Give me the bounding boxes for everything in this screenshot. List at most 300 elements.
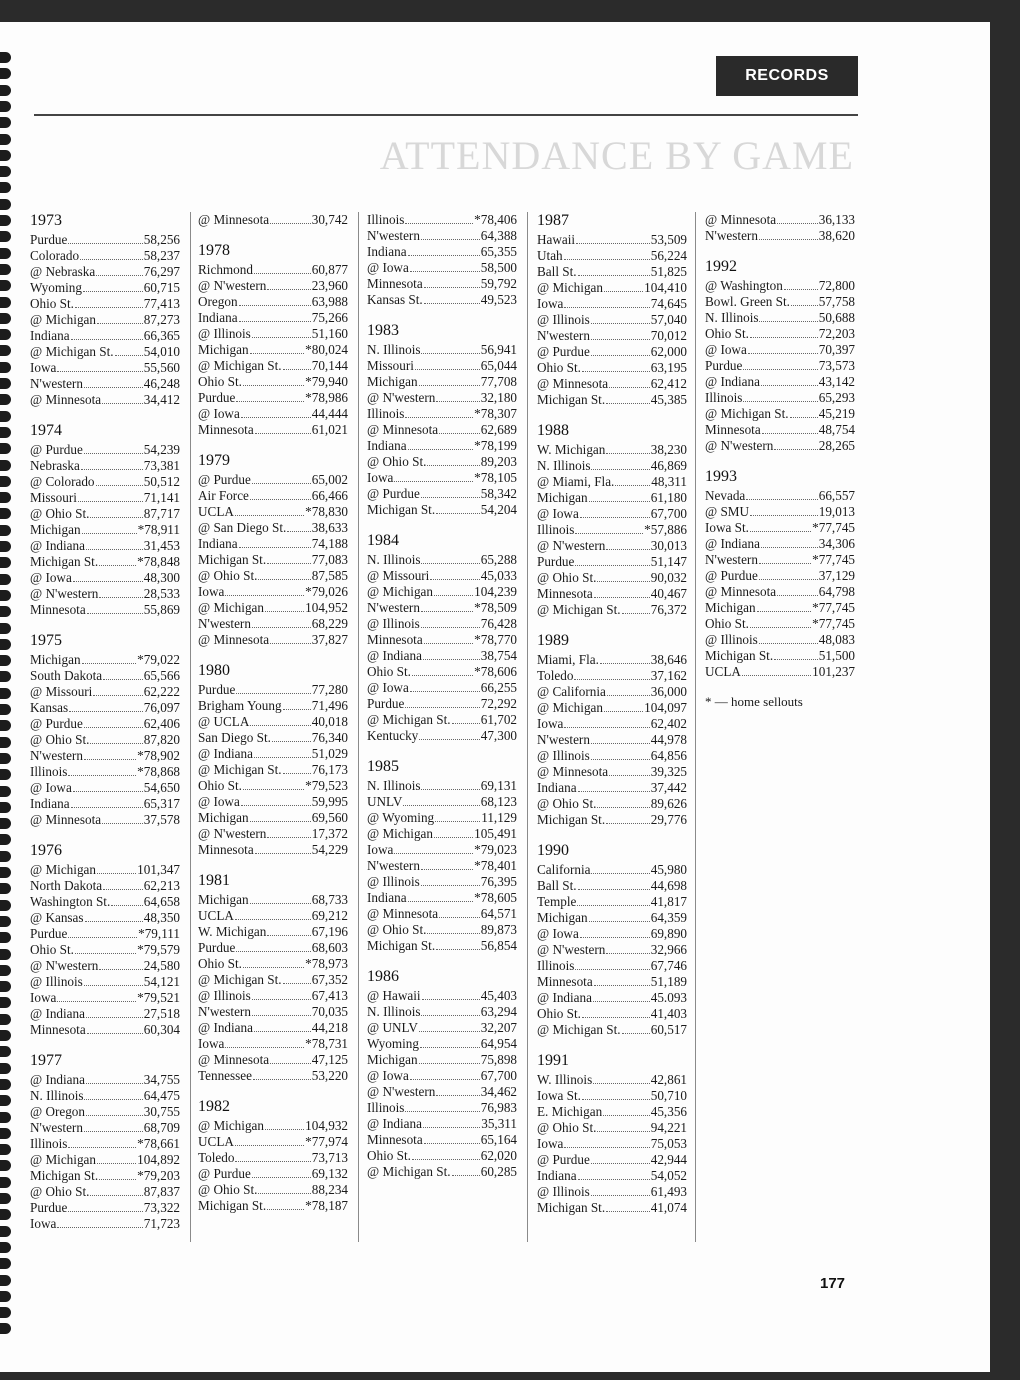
dot-leader	[591, 355, 650, 356]
game-row	[537, 716, 687, 732]
opponent: Minnesota	[30, 1022, 86, 1037]
dot-leader	[578, 275, 650, 276]
attendance-value: 65,355	[480, 244, 517, 259]
attendance-value: 65,288	[480, 552, 517, 567]
opponent: Minnesota	[30, 602, 86, 617]
opponent: Minnesota	[367, 276, 423, 291]
binding-ring	[0, 329, 11, 340]
dot-leader	[405, 417, 473, 418]
game-row	[30, 652, 180, 668]
attendance-value: 58,500	[480, 260, 517, 275]
dot-leader	[748, 353, 818, 354]
game-row	[198, 1052, 348, 1068]
game-row	[198, 1166, 348, 1182]
game-row	[537, 1136, 687, 1152]
game-row	[30, 570, 180, 586]
opponent: @ Indiana	[537, 990, 592, 1005]
attendance-value: 65,317	[143, 796, 180, 811]
attendance-value: 68,229	[311, 616, 348, 631]
game-row	[367, 584, 517, 600]
binding-ring	[0, 639, 11, 650]
opponent: @ Iowa	[367, 680, 409, 695]
attendance-value: *79,521	[137, 990, 180, 1005]
dot-leader	[452, 723, 480, 724]
attendance-value: 73,322	[143, 1200, 180, 1215]
opponent: @ Indiana	[705, 536, 760, 551]
opponent: @ Iowa	[705, 342, 747, 357]
opponent: @ Kansas	[30, 910, 84, 925]
opponent: @ Michigan	[30, 862, 96, 877]
opponent: @ Michigan	[367, 584, 433, 599]
opponent: Purdue	[367, 696, 405, 711]
dot-leader	[93, 695, 142, 696]
dot-leader	[85, 921, 143, 922]
game-row	[537, 1168, 687, 1184]
game-row	[198, 1036, 348, 1052]
attendance-value: 89,873	[480, 922, 517, 937]
opponent: Iowa	[367, 842, 394, 857]
opponent: N'western	[367, 228, 420, 243]
attendance-value: 45,033	[480, 568, 517, 583]
attendance-value: *79,940	[305, 374, 348, 389]
opponent: @ N'western	[537, 538, 606, 553]
column-5	[705, 212, 855, 710]
dot-leader	[254, 1031, 311, 1032]
attendance-value: 56,224	[650, 248, 687, 263]
attendance-value: 55,869	[143, 602, 180, 617]
attendance-value: 68,709	[143, 1120, 180, 1135]
attendance-value: *79,203	[137, 1168, 180, 1183]
dot-leader	[82, 533, 137, 534]
attendance-value: *78,986	[305, 390, 348, 405]
attendance-value: 43,142	[818, 374, 855, 389]
game-row	[30, 376, 180, 392]
game-row	[198, 472, 348, 488]
opponent: Minnesota	[705, 422, 761, 437]
opponent: @ N'western	[30, 586, 99, 601]
binding-ring	[0, 590, 11, 601]
season-year-heading: 1979	[198, 452, 230, 469]
opponent: @ Oregon	[30, 1104, 85, 1119]
game-row	[198, 1118, 348, 1134]
game-row	[198, 326, 348, 342]
opponent: Iowa St.	[705, 520, 749, 535]
attendance-value: 37,129	[818, 568, 855, 583]
attendance-value: 58,237	[143, 248, 180, 263]
opponent: Michigan St.	[367, 502, 436, 517]
attendance-value: 105,491	[474, 826, 517, 841]
attendance-value: 54,204	[480, 502, 517, 517]
attendance-value: 60,877	[311, 262, 348, 277]
game-row	[30, 1006, 180, 1022]
opponent: @ Michigan St.	[367, 712, 451, 727]
opponent: Illinois	[537, 522, 575, 537]
binding-ring	[0, 199, 11, 210]
binding-ring	[0, 981, 11, 992]
attendance-value: *78,731	[305, 1036, 348, 1051]
opponent: @ California	[537, 684, 606, 699]
game-row	[198, 632, 348, 648]
game-row	[367, 826, 517, 842]
binding-ring	[0, 1323, 11, 1334]
game-row	[30, 894, 180, 910]
dot-leader	[90, 517, 142, 518]
opponent: @ Illinois	[198, 988, 251, 1003]
game-row	[30, 458, 180, 474]
game-row	[705, 278, 855, 294]
attendance-value: 64,954	[480, 1036, 517, 1051]
attendance-value: 62,406	[143, 716, 180, 731]
game-row	[30, 1022, 180, 1038]
dot-leader	[236, 951, 310, 952]
dot-leader	[415, 369, 480, 370]
attendance-value: *77,974	[305, 1134, 348, 1149]
opponent: N. Illinois	[705, 310, 759, 325]
opponent: UCLA	[705, 664, 741, 679]
dot-leader	[604, 711, 643, 712]
dot-leader	[622, 613, 650, 614]
opponent: North Dakota	[30, 878, 103, 893]
game-row	[30, 538, 180, 554]
opponent: Nevada	[705, 488, 746, 503]
attendance-value: 61,493	[650, 1184, 687, 1199]
binding-ring	[0, 508, 11, 519]
opponent: @ Nebraska	[30, 264, 96, 279]
opponent: N'western	[367, 858, 420, 873]
game-row	[537, 312, 687, 328]
game-row	[367, 778, 517, 794]
game-row	[537, 570, 687, 586]
game-row	[537, 1152, 687, 1168]
game-row	[30, 232, 180, 248]
game-row	[367, 664, 517, 680]
binding-ring	[0, 786, 11, 797]
opponent: Washington St.	[30, 894, 111, 909]
game-row	[367, 212, 517, 228]
game-row	[537, 974, 687, 990]
opponent: Indiana	[30, 328, 70, 343]
game-row	[367, 858, 517, 874]
attendance-value: *77,745	[812, 616, 855, 631]
opponent: Michigan St.	[198, 552, 267, 567]
game-row	[198, 908, 348, 924]
attendance-value: 47,125	[311, 1052, 348, 1067]
attendance-value: 68,603	[311, 940, 348, 955]
game-row	[537, 376, 687, 392]
opponent: Purdue	[30, 926, 68, 941]
game-row	[537, 668, 687, 684]
dot-leader	[99, 565, 136, 566]
dot-leader	[252, 1015, 311, 1016]
opponent: Illinois	[705, 390, 743, 405]
binding-ring	[0, 248, 11, 259]
dot-leader	[68, 775, 136, 776]
binding-ring	[0, 378, 11, 389]
attendance-value: 36,000	[650, 684, 687, 699]
binding-ring	[0, 1112, 11, 1123]
dot-leader	[243, 967, 304, 968]
game-row	[198, 892, 348, 908]
attendance-value: 48,083	[818, 632, 855, 647]
dot-leader	[421, 239, 480, 240]
attendance-value: 42,944	[650, 1152, 687, 1167]
dot-leader	[419, 739, 479, 740]
attendance-value: 69,212	[311, 908, 348, 923]
game-row	[198, 310, 348, 326]
dot-leader	[424, 287, 480, 288]
attendance-value: 30,013	[650, 538, 687, 553]
attendance-value: 60,304	[143, 1022, 180, 1037]
game-row	[30, 812, 180, 828]
binding-ring	[0, 166, 11, 177]
attendance-value: 62,000	[650, 344, 687, 359]
opponent: W. Illinois	[537, 1072, 593, 1087]
binding-ring	[0, 443, 11, 454]
game-row	[367, 938, 517, 954]
dot-leader	[267, 1209, 304, 1210]
dot-leader	[427, 465, 479, 466]
dot-leader	[75, 307, 143, 308]
season-year-heading: 1983	[367, 322, 399, 339]
dot-leader	[424, 1143, 480, 1144]
opponent: Indiana	[30, 796, 70, 811]
attendance-value: 104,239	[474, 584, 517, 599]
game-row	[198, 552, 348, 568]
dot-leader	[102, 823, 143, 824]
opponent: Michigan	[367, 1052, 418, 1067]
game-row	[198, 972, 348, 988]
binding-ring	[0, 101, 11, 112]
attendance-value: 54,052	[650, 1168, 687, 1183]
opponent: N'western	[198, 616, 251, 631]
dot-leader	[436, 401, 479, 402]
attendance-value: 87,717	[143, 506, 180, 521]
game-row	[367, 794, 517, 810]
game-row	[198, 924, 348, 940]
opponent: Oregon	[198, 294, 238, 309]
attendance-value: 35,311	[481, 1116, 517, 1131]
attendance-value: 60,517	[650, 1022, 687, 1037]
game-row	[367, 292, 517, 308]
attendance-value: 75,898	[480, 1052, 517, 1067]
attendance-value: 23,960	[311, 278, 348, 293]
season-year-heading: 1992	[705, 258, 737, 275]
opponent: Wyoming	[367, 1036, 419, 1051]
opponent: N'western	[30, 748, 83, 763]
opponent: @ Minnesota	[367, 906, 439, 921]
dot-leader	[582, 1017, 650, 1018]
attendance-value: 72,800	[818, 278, 855, 293]
opponent: @ Ohio St.	[367, 454, 427, 469]
dot-leader	[591, 339, 650, 340]
opponent: Missouri	[30, 490, 77, 505]
game-row	[367, 1132, 517, 1148]
opponent: Iowa	[198, 584, 225, 599]
binding-ring	[0, 1291, 11, 1302]
game-row	[367, 680, 517, 696]
dot-leader	[408, 449, 474, 450]
game-row	[367, 486, 517, 502]
binding-ring	[0, 900, 11, 911]
opponent: Michigan St.	[705, 648, 774, 663]
opponent: Ohio St.	[367, 1148, 411, 1163]
opponent: @ Illinois	[705, 632, 758, 647]
binding-ring	[0, 965, 11, 976]
game-row	[30, 586, 180, 602]
opponent: Richmond	[198, 262, 253, 277]
opponent: Hawaii	[537, 232, 576, 247]
dot-leader	[283, 983, 311, 984]
game-row	[367, 616, 517, 632]
binding-ring	[0, 1160, 11, 1171]
attendance-value: 19,013	[818, 504, 855, 519]
attendance-value: 59,792	[480, 276, 517, 291]
binding-ring	[0, 818, 11, 829]
opponent: @ N'western	[198, 278, 267, 293]
dot-leader	[774, 659, 818, 660]
opponent: @ Miami, Fla.	[537, 474, 615, 489]
game-row	[198, 212, 348, 228]
binding-ring	[0, 851, 11, 862]
game-row	[537, 538, 687, 554]
opponent: @ N'western	[367, 390, 436, 405]
opponent: @ Iowa	[367, 260, 409, 275]
opponent: @ Michigan St.	[537, 602, 621, 617]
game-row	[537, 812, 687, 828]
attendance-value: 45,980	[650, 862, 687, 877]
game-row	[198, 422, 348, 438]
opponent: N. Illinois	[367, 552, 421, 567]
attendance-value: 11,129	[481, 810, 517, 825]
opponent: N'western	[30, 1120, 83, 1135]
dot-leader	[83, 291, 143, 292]
binding-ring	[0, 117, 11, 128]
game-row	[367, 1084, 517, 1100]
attendance-value: 70,035	[311, 1004, 348, 1019]
attendance-value: 51,189	[650, 974, 687, 989]
opponent: @ Illinois	[537, 312, 590, 327]
attendance-value: 61,180	[650, 490, 687, 505]
opponent: @ Michigan St.	[537, 1022, 621, 1037]
attendance-value: 41,403	[650, 1006, 687, 1021]
attendance-value: 34,755	[143, 1072, 180, 1087]
dot-leader	[252, 1177, 311, 1178]
attendance-value: 57,758	[818, 294, 855, 309]
opponent: Illinois	[367, 212, 405, 227]
opponent: @ Minnesota	[705, 584, 777, 599]
dot-leader	[600, 663, 650, 664]
dot-leader	[593, 1083, 650, 1084]
dot-leader	[86, 1115, 143, 1116]
attendance-value: 104,952	[305, 600, 348, 615]
dot-leader	[603, 1115, 650, 1116]
opponent: Ohio St.	[30, 942, 74, 957]
opponent: @ Michigan St.	[367, 1164, 451, 1179]
game-row	[537, 1120, 687, 1136]
attendance-value: *79,111	[138, 926, 180, 941]
dot-leader	[78, 501, 143, 502]
dot-leader	[115, 355, 143, 356]
season-year-heading: 1989	[537, 632, 569, 649]
game-row	[30, 700, 180, 716]
opponent: @ San Diego St.	[198, 520, 287, 535]
attendance-value: 75,266	[311, 310, 348, 325]
attendance-value: 87,273	[143, 312, 180, 327]
game-row	[30, 958, 180, 974]
dot-leader	[410, 271, 480, 272]
opponent: @ Michigan St.	[30, 344, 114, 359]
opponent: @ Iowa	[537, 506, 579, 521]
column-divider	[695, 212, 696, 1242]
dot-leader	[69, 711, 143, 712]
dot-leader	[410, 1079, 480, 1080]
attendance-value: 54,239	[143, 442, 180, 457]
dot-leader	[68, 937, 137, 938]
attendance-value: 30,755	[143, 1104, 180, 1119]
opponent: @ Washington	[705, 278, 783, 293]
season-year-heading: 1981	[198, 872, 230, 889]
attendance-value: 37,162	[650, 668, 687, 683]
attendance-value: 62,020	[480, 1148, 517, 1163]
attendance-value: 48,754	[818, 422, 855, 437]
dot-leader	[597, 807, 649, 808]
attendance-value: 34,306	[818, 536, 855, 551]
game-row	[367, 244, 517, 260]
dot-leader	[265, 611, 304, 612]
dot-leader	[743, 401, 817, 402]
binding-ring	[0, 1209, 11, 1220]
attendance-value: 64,571	[480, 906, 517, 921]
game-row	[367, 342, 517, 358]
attendance-value: 69,132	[311, 1166, 348, 1181]
binding-ring	[0, 720, 11, 731]
season-year-heading: 1975	[30, 632, 62, 649]
game-row	[198, 682, 348, 698]
game-row	[367, 906, 517, 922]
opponent: @ Purdue	[705, 568, 758, 583]
opponent: Ohio St.	[537, 360, 581, 375]
dot-leader	[423, 1127, 480, 1128]
opponent: Michigan St.	[30, 1168, 99, 1183]
opponent: Brigham Young	[198, 698, 282, 713]
attendance-value: 53,220	[311, 1068, 348, 1083]
attendance-value: 87,820	[143, 732, 180, 747]
opponent: N. Illinois	[367, 778, 421, 793]
opponent: N'western	[537, 328, 590, 343]
game-row	[537, 780, 687, 796]
game-row	[537, 894, 687, 910]
opponent: N. Illinois	[30, 1088, 84, 1103]
opponent: Minnesota	[198, 842, 254, 857]
dot-leader	[235, 919, 311, 920]
game-row	[367, 454, 517, 470]
binding-ring	[0, 704, 11, 715]
attendance-value: 48,311	[651, 474, 687, 489]
game-row	[537, 990, 687, 1006]
attendance-value: 37,827	[311, 632, 348, 647]
game-row	[537, 1184, 687, 1200]
opponent: @ Michigan St.	[198, 972, 282, 987]
game-row	[198, 1150, 348, 1166]
game-row	[30, 926, 180, 942]
dot-leader	[250, 725, 310, 726]
opponent: Ohio St.	[705, 326, 749, 341]
dot-leader	[575, 533, 643, 534]
opponent: California	[537, 862, 591, 877]
game-row	[537, 296, 687, 312]
attendance-value: *78,606	[474, 664, 517, 679]
binding-ring	[0, 492, 11, 503]
